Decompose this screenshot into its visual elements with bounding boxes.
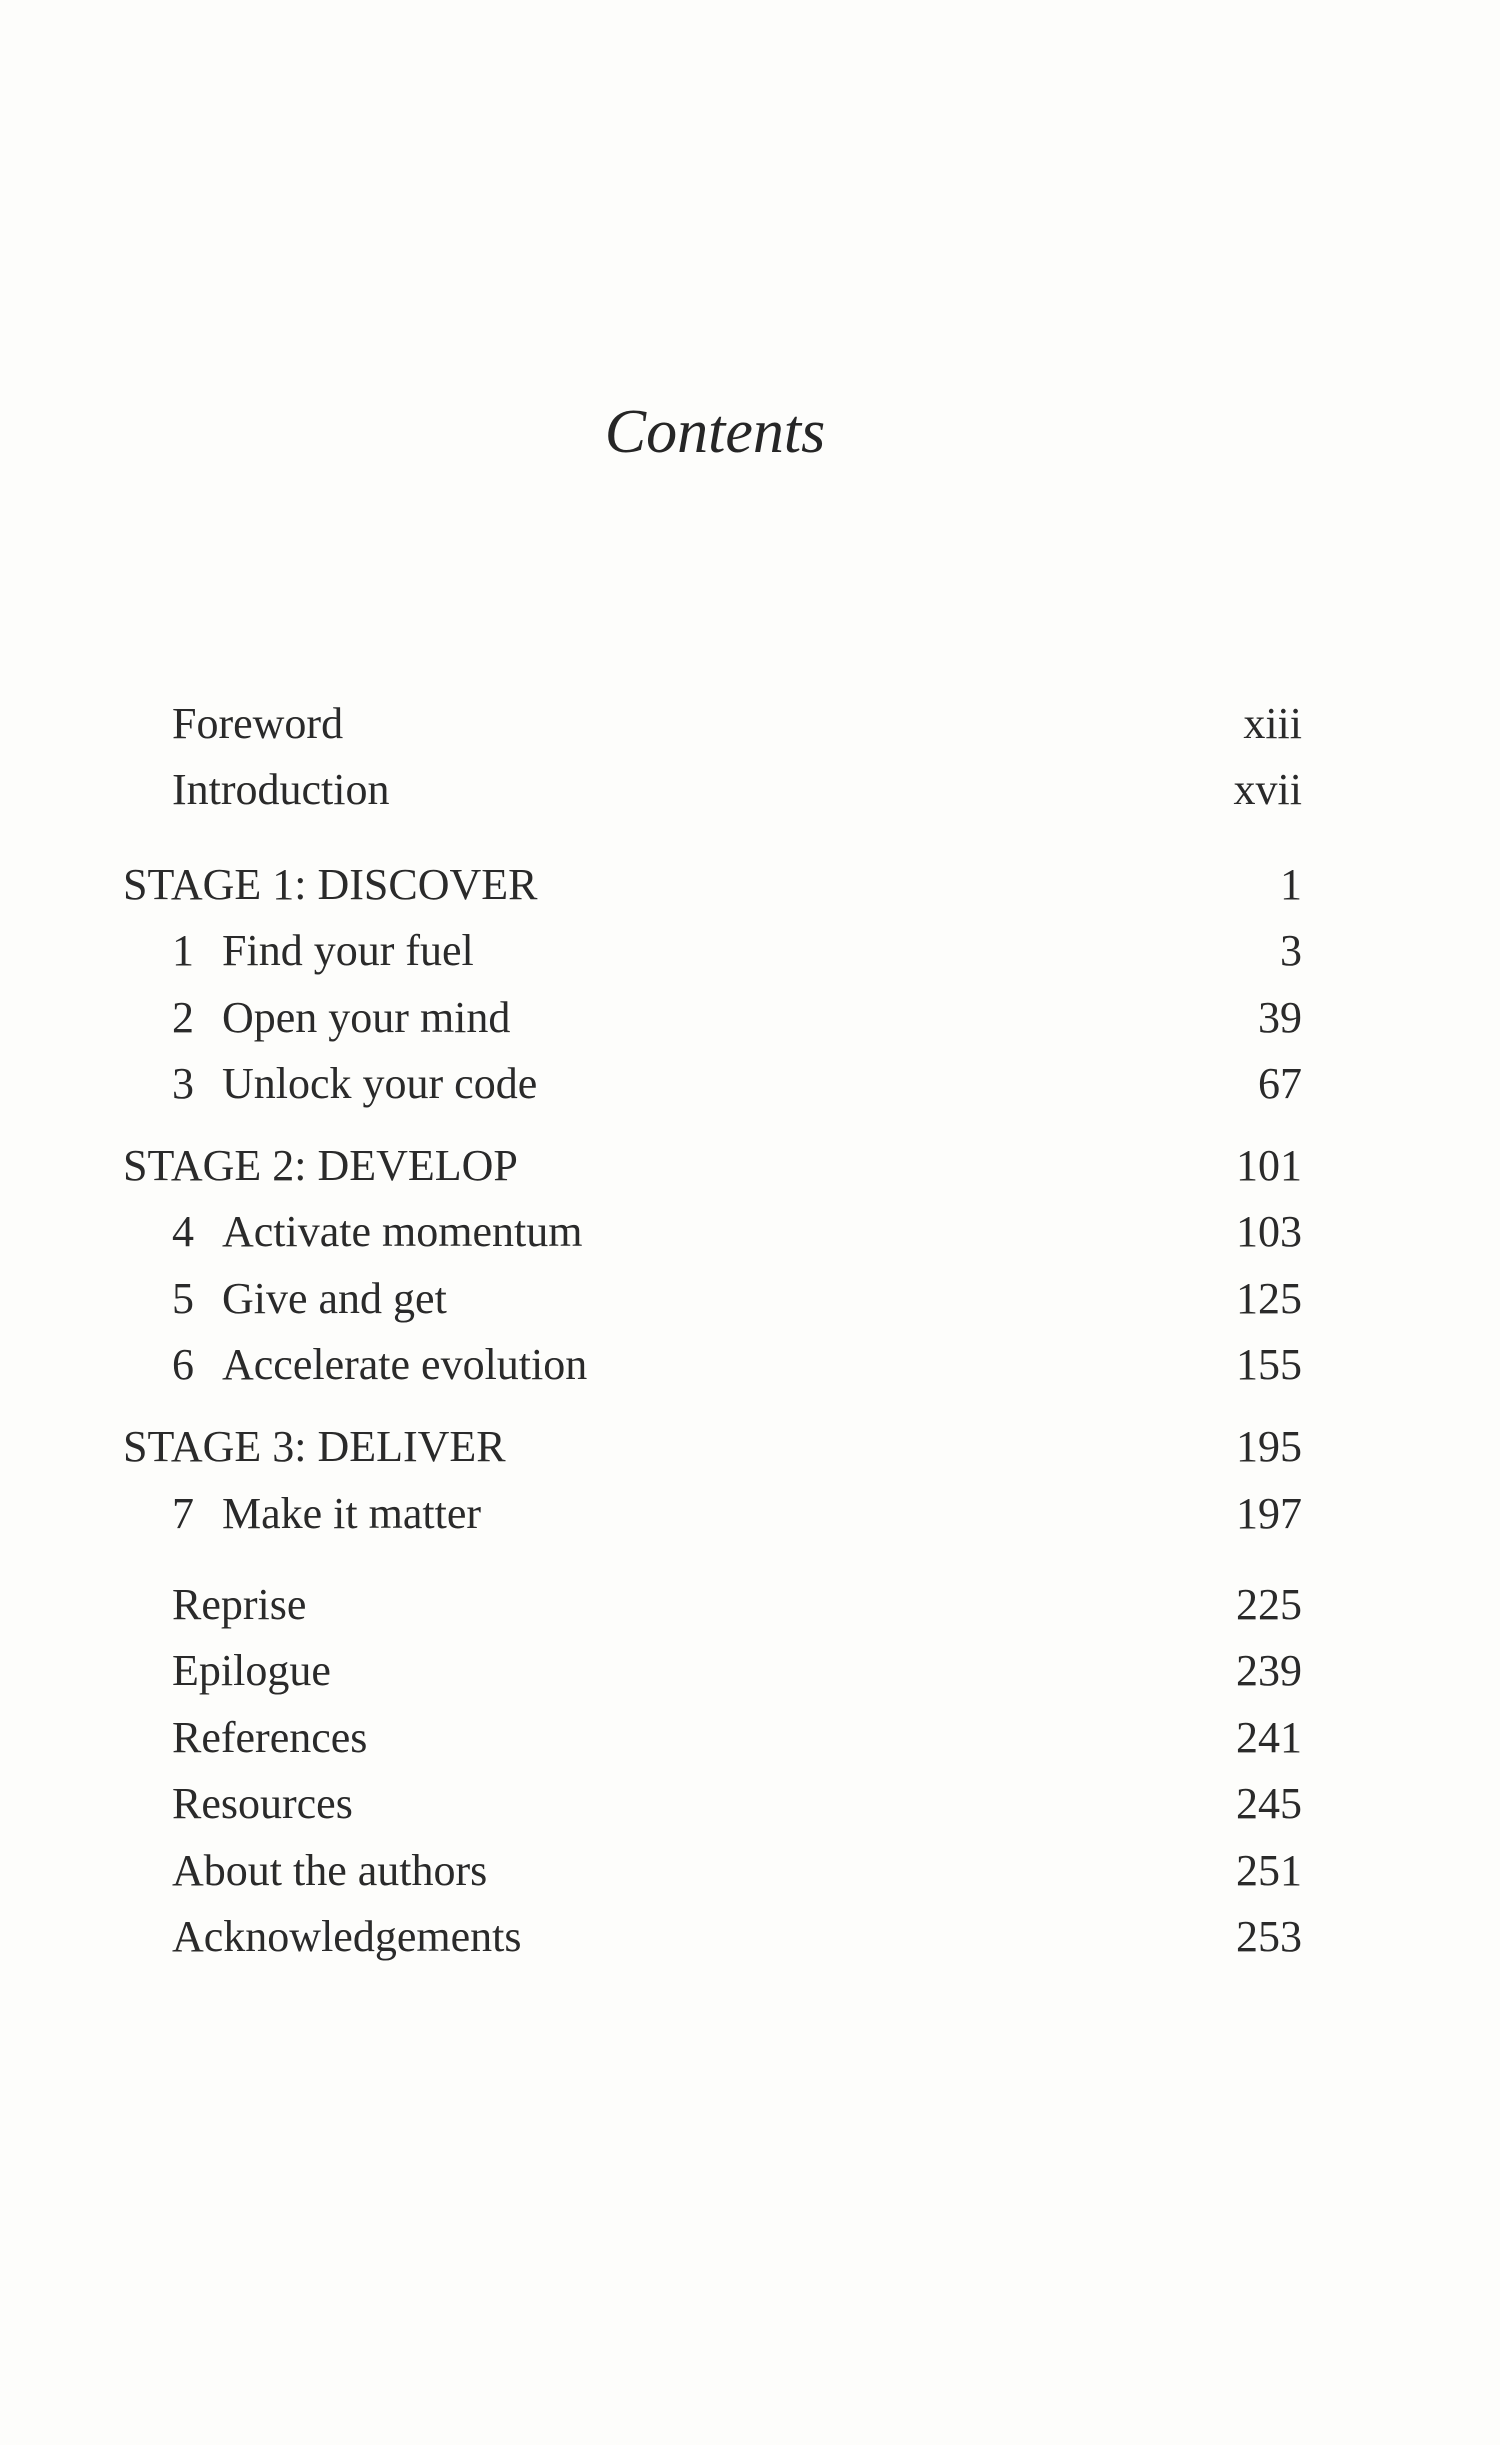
toc-chapter-number: 6 [172, 1340, 194, 1389]
toc-page-number: 3 [1280, 926, 1302, 975]
toc-entry-label: About the authors [172, 1846, 488, 1895]
toc-chapter-number: 7 [172, 1489, 194, 1538]
toc-chapter-3[interactable] [0, 1051, 1500, 1117]
toc-entry-resources[interactable] [0, 1771, 1500, 1837]
toc-stage-label: STAGE 3: DELIVER [123, 1422, 506, 1471]
toc-chapter-number: 1 [172, 926, 194, 975]
toc-entry-introduction[interactable] [0, 757, 1500, 823]
page-title: Contents [604, 398, 826, 466]
toc-chapter-label: Find your fuel [222, 926, 474, 975]
toc-chapter-label: Unlock your code [222, 1059, 538, 1108]
toc-page-number: 67 [1258, 1059, 1302, 1108]
toc-page-number: xvii [1233, 765, 1302, 814]
toc-chapter-6[interactable] [0, 1332, 1500, 1398]
toc-entry-about-the-authors[interactable] [0, 1838, 1500, 1904]
toc-stage-label: STAGE 1: DISCOVER [123, 860, 538, 909]
toc-chapter-5[interactable] [0, 1266, 1500, 1332]
toc-entry-references[interactable] [0, 1705, 1500, 1771]
toc-chapter-4[interactable] [0, 1199, 1500, 1265]
toc-page-number: 101 [1236, 1141, 1302, 1190]
toc-chapter-number: 4 [172, 1207, 194, 1256]
toc-stage-3[interactable] [0, 1414, 1500, 1480]
toc-page-number: 1 [1280, 860, 1302, 909]
toc-page-number: 241 [1236, 1713, 1302, 1762]
toc-entry-acknowledgements[interactable] [0, 1904, 1500, 1970]
toc-page-number: 251 [1236, 1846, 1302, 1895]
toc-entry-label: Reprise [172, 1580, 307, 1629]
toc-chapter-1[interactable] [0, 918, 1500, 984]
toc-chapter-number: 5 [172, 1274, 194, 1323]
toc-chapter-label: Open your mind [222, 993, 511, 1042]
toc-entry-foreword[interactable] [0, 691, 1500, 757]
toc-page-number: 155 [1236, 1340, 1302, 1389]
toc-page-number: 245 [1236, 1779, 1302, 1828]
toc-page-number: 225 [1236, 1580, 1302, 1629]
toc-chapter-label: Accelerate evolution [222, 1340, 588, 1389]
toc-page-number: 239 [1236, 1646, 1302, 1695]
toc-chapter-number: 3 [172, 1059, 194, 1108]
toc-entry-label: References [172, 1713, 368, 1762]
toc-page-number: 39 [1258, 993, 1302, 1042]
toc-chapter-label: Give and get [222, 1274, 447, 1323]
toc-chapter-number: 2 [172, 993, 194, 1042]
toc-entry-label: Acknowledgements [172, 1912, 522, 1961]
toc-entry-label: Resources [172, 1779, 353, 1828]
toc-entry-reprise[interactable] [0, 1572, 1500, 1638]
toc-page-number: 125 [1236, 1274, 1302, 1323]
toc-stage-label: STAGE 2: DEVELOP [123, 1141, 518, 1190]
toc-stage-1[interactable] [0, 852, 1500, 918]
toc-page-number: 195 [1236, 1422, 1302, 1471]
toc-page-number: 103 [1236, 1207, 1302, 1256]
toc-entry-label: Epilogue [172, 1646, 331, 1695]
toc-page-number: 253 [1236, 1912, 1302, 1961]
toc-page-number: xiii [1243, 699, 1302, 748]
toc-entry-label: Foreword [172, 699, 344, 748]
toc-chapter-2[interactable] [0, 985, 1500, 1051]
toc-chapter-label: Activate momentum [222, 1207, 583, 1256]
toc-page-number: 197 [1236, 1489, 1302, 1538]
toc-chapter-label: Make it matter [222, 1489, 482, 1538]
toc-stage-2[interactable] [0, 1133, 1500, 1199]
toc-chapter-7[interactable] [0, 1481, 1500, 1547]
toc-entry-epilogue[interactable] [0, 1638, 1500, 1704]
toc-entry-label: Introduction [172, 765, 390, 814]
